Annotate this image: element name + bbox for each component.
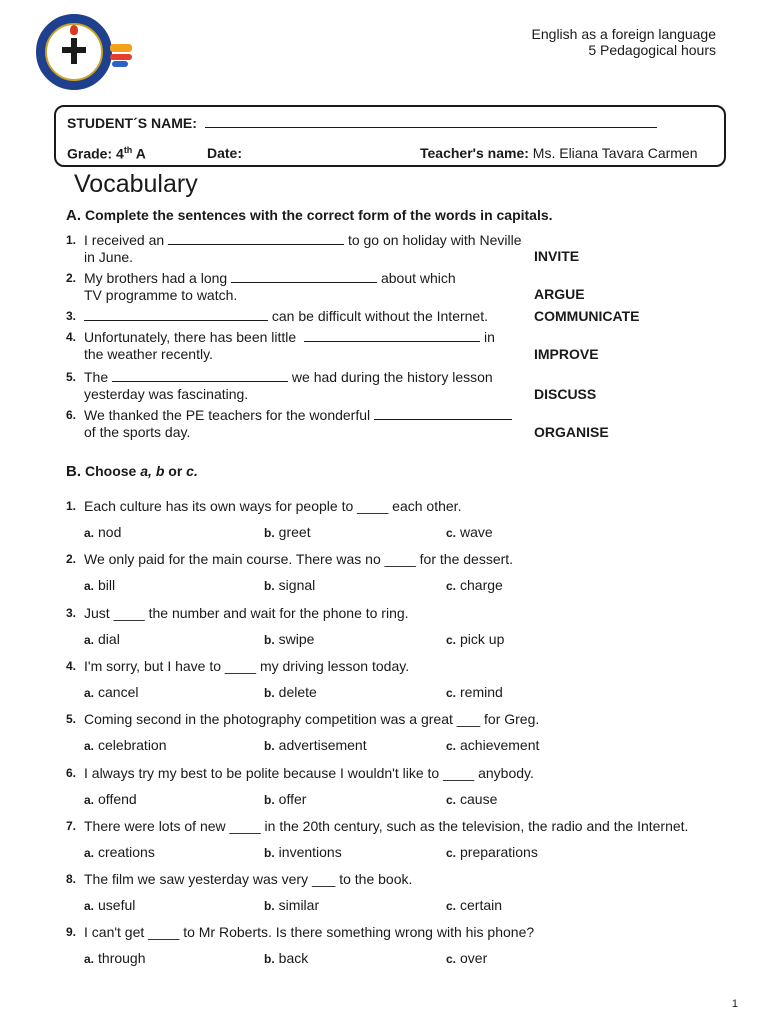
option-a[interactable]: [84, 844, 155, 860]
option-letter: a.: [84, 526, 95, 540]
option-text: signal: [278, 577, 316, 593]
student-info-box: [54, 105, 726, 167]
option-text: pick up: [460, 631, 505, 647]
text-part: in: [483, 329, 495, 345]
grade-sup: th: [123, 145, 133, 155]
text-part: Unfortunately, there has been little: [84, 329, 297, 345]
option-text: achievement: [460, 737, 540, 753]
option-letter: b.: [264, 793, 275, 807]
question-text: I can't get ____ to Mr Roberts. Is there something wrong with his phone?: [84, 924, 535, 940]
option-text: celebration: [98, 737, 167, 753]
question-number: 3.: [66, 606, 77, 620]
text-part: of the sports day.: [84, 424, 191, 440]
option-a[interactable]: [84, 950, 146, 966]
option-letter: a.: [84, 686, 95, 700]
grade-label: Grade:: [67, 145, 113, 162]
section-b-heading: [66, 463, 198, 480]
option-text: through: [98, 950, 146, 966]
option-a[interactable]: [84, 737, 167, 753]
section-b-letter: B.: [66, 463, 81, 480]
option-letter: a.: [84, 846, 95, 860]
option-letter: b.: [264, 633, 275, 647]
question-text: Each culture has its own ways for people to ____ each other.: [84, 498, 462, 514]
answer-blank[interactable]: [374, 408, 512, 420]
option-b[interactable]: [264, 791, 306, 807]
question-text: [84, 232, 522, 266]
question-text: Coming second in the photography competition was a great ___ for Greg.: [84, 711, 540, 727]
keyword-invite: INVITE: [534, 248, 580, 264]
text-part: the weather recently.: [84, 346, 213, 362]
question-number: 3.: [66, 309, 77, 323]
option-letter: b.: [264, 899, 275, 913]
option-letter: a.: [84, 952, 95, 966]
option-c[interactable]: [446, 897, 502, 913]
option-b[interactable]: [264, 897, 319, 913]
question-text: [84, 270, 456, 304]
page-title: Vocabulary: [74, 170, 198, 198]
instruction-option-a: a,: [140, 463, 152, 479]
text-part: yesterday was fascinating.: [84, 386, 249, 402]
text-part: can be difficult without the Internet.: [271, 308, 488, 324]
grade-field: [67, 145, 146, 162]
option-text: offer: [278, 791, 307, 807]
option-a[interactable]: [84, 791, 137, 807]
option-text: back: [278, 950, 309, 966]
option-text: advertisement: [278, 737, 367, 753]
option-c[interactable]: [446, 737, 539, 753]
keyword-organise: ORGANISE: [534, 424, 609, 440]
question-number: 2.: [66, 552, 77, 566]
option-letter: b.: [264, 952, 275, 966]
school-seal-logo: [36, 14, 112, 90]
question-text: [84, 407, 512, 441]
question-text: [84, 308, 488, 325]
instruction-option-b: b: [155, 463, 165, 479]
question-text: Just ____ the number and wait for the phone to ring.: [84, 605, 409, 621]
option-a[interactable]: [84, 631, 120, 647]
option-letter: c.: [446, 952, 457, 966]
date-label: Date:: [207, 145, 243, 161]
option-b[interactable]: [264, 577, 315, 593]
student-name-label: STUDENT´S NAME:: [67, 115, 197, 131]
grade-group: A: [135, 145, 146, 162]
option-text: over: [460, 950, 488, 966]
question-number: 4.: [66, 330, 77, 344]
option-letter: c.: [446, 579, 457, 593]
question-number: 7.: [66, 819, 77, 833]
text-part: in June.: [84, 249, 134, 265]
keyword-argue: ARGUE: [534, 286, 585, 302]
teacher-label: Teacher's name:: [420, 145, 529, 161]
option-c[interactable]: [446, 577, 503, 593]
option-letter: a.: [84, 899, 95, 913]
text-part: to go on holiday with Neville: [347, 232, 522, 248]
subject-text: English as a foreign language: [531, 26, 716, 42]
option-a[interactable]: [84, 897, 135, 913]
option-letter: b.: [264, 579, 275, 593]
option-letter: a.: [84, 739, 95, 753]
text-part: We thanked the PE teachers for the wonderful: [84, 407, 371, 423]
option-a[interactable]: [84, 577, 115, 593]
question-number: 4.: [66, 659, 77, 673]
section-a-instruction: Complete the sentences with the correct form of the words in capitals.: [85, 207, 553, 223]
flame-icon: [70, 25, 78, 35]
option-text: inventions: [278, 844, 342, 860]
text-part: about which: [380, 270, 456, 286]
option-letter: c.: [446, 633, 457, 647]
option-text: cancel: [98, 684, 139, 700]
option-c[interactable]: [446, 950, 487, 966]
option-text: certain: [460, 897, 503, 913]
option-letter: c.: [446, 526, 457, 540]
section-a-heading: [66, 207, 553, 224]
teacher-name: Ms. Eliana Tavara Carmen: [532, 145, 698, 161]
question-number: 5.: [66, 712, 77, 726]
keyword-discuss: DISCUSS: [534, 386, 597, 402]
question-number: 8.: [66, 872, 77, 886]
option-b[interactable]: [264, 737, 367, 753]
answer-blank[interactable]: [304, 330, 480, 342]
answer-blank[interactable]: [168, 233, 344, 245]
option-letter: a.: [84, 793, 95, 807]
option-a[interactable]: [84, 684, 138, 700]
option-text: creations: [98, 844, 155, 860]
option-a[interactable]: [84, 524, 121, 540]
option-c[interactable]: [446, 684, 503, 700]
grade-value: 4: [116, 145, 124, 162]
question-number: 6.: [66, 408, 77, 422]
option-text: remind: [460, 684, 503, 700]
option-letter: b.: [264, 686, 275, 700]
option-text: similar: [278, 897, 320, 913]
option-letter: c.: [446, 686, 457, 700]
question-number: 5.: [66, 370, 77, 384]
student-name-blank[interactable]: [205, 116, 657, 128]
question-number: 9.: [66, 925, 77, 939]
option-text: nod: [98, 524, 122, 540]
instruction-or: or: [168, 463, 183, 479]
answer-blank[interactable]: [112, 370, 288, 382]
option-text: swipe: [278, 631, 315, 647]
keyword-communicate: COMMUNICATE: [534, 308, 640, 324]
instruction-option-c: c.: [186, 463, 198, 479]
text-part: My brothers had a long: [84, 270, 228, 286]
question-text: The film we saw yesterday was very ___ to the book.: [84, 871, 413, 887]
answer-blank[interactable]: [84, 309, 268, 321]
option-letter: c.: [446, 793, 457, 807]
question-text: I always try my best to be polite because I wouldn't like to ____ anybody.: [84, 765, 534, 781]
question-text: [84, 329, 495, 363]
option-letter: a.: [84, 633, 95, 647]
option-letter: b.: [264, 739, 275, 753]
option-letter: b.: [264, 846, 275, 860]
option-text: preparations: [460, 844, 538, 860]
option-text: cause: [460, 791, 498, 807]
student-name-row: [67, 115, 657, 131]
text-part: The: [84, 369, 109, 385]
option-text: charge: [460, 577, 503, 593]
option-c[interactable]: [446, 524, 493, 540]
accreditation-badge-logo: [110, 44, 132, 68]
question-text: I'm sorry, but I have to ____ my driving lesson today.: [84, 658, 410, 674]
instruction-text: Choose: [85, 463, 137, 479]
answer-blank[interactable]: [231, 271, 377, 283]
option-text: offend: [98, 791, 137, 807]
option-text: dial: [98, 631, 120, 647]
text-part: I received an: [84, 232, 165, 248]
option-text: delete: [278, 684, 317, 700]
option-c[interactable]: [446, 844, 538, 860]
option-letter: c.: [446, 739, 457, 753]
teacher-field: [420, 145, 698, 161]
question-number: 1.: [66, 233, 77, 247]
cross-icon: [62, 38, 86, 64]
question-number: 2.: [66, 271, 77, 285]
option-b[interactable]: [264, 950, 308, 966]
option-b[interactable]: [264, 524, 311, 540]
option-b[interactable]: [264, 684, 317, 700]
option-letter: c.: [446, 846, 457, 860]
option-text: greet: [278, 524, 311, 540]
page-number: 1: [731, 998, 738, 1010]
option-letter: b.: [264, 526, 275, 540]
option-text: bill: [98, 577, 116, 593]
text-part: we had during the history lesson: [291, 369, 493, 385]
question-text: There were lots of new ____ in the 20th century, such as the television, the radio and the Internet.: [84, 818, 689, 834]
option-text: wave: [460, 524, 493, 540]
text-part: TV programme to watch.: [84, 287, 238, 303]
option-b[interactable]: [264, 844, 342, 860]
hours-text: 5 Pedagogical hours: [588, 42, 716, 58]
option-c[interactable]: [446, 631, 504, 647]
question-number: 6.: [66, 766, 77, 780]
option-c[interactable]: [446, 791, 497, 807]
option-letter: a.: [84, 579, 95, 593]
option-letter: c.: [446, 899, 457, 913]
option-b[interactable]: [264, 631, 314, 647]
section-a-letter: A.: [66, 207, 81, 224]
keyword-improve: IMPROVE: [534, 346, 599, 362]
question-number: 1.: [66, 499, 77, 513]
question-text: [84, 369, 493, 403]
option-text: useful: [98, 897, 136, 913]
question-text: We only paid for the main course. There was no ____ for the dessert.: [84, 551, 514, 567]
course-header: [532, 26, 716, 58]
